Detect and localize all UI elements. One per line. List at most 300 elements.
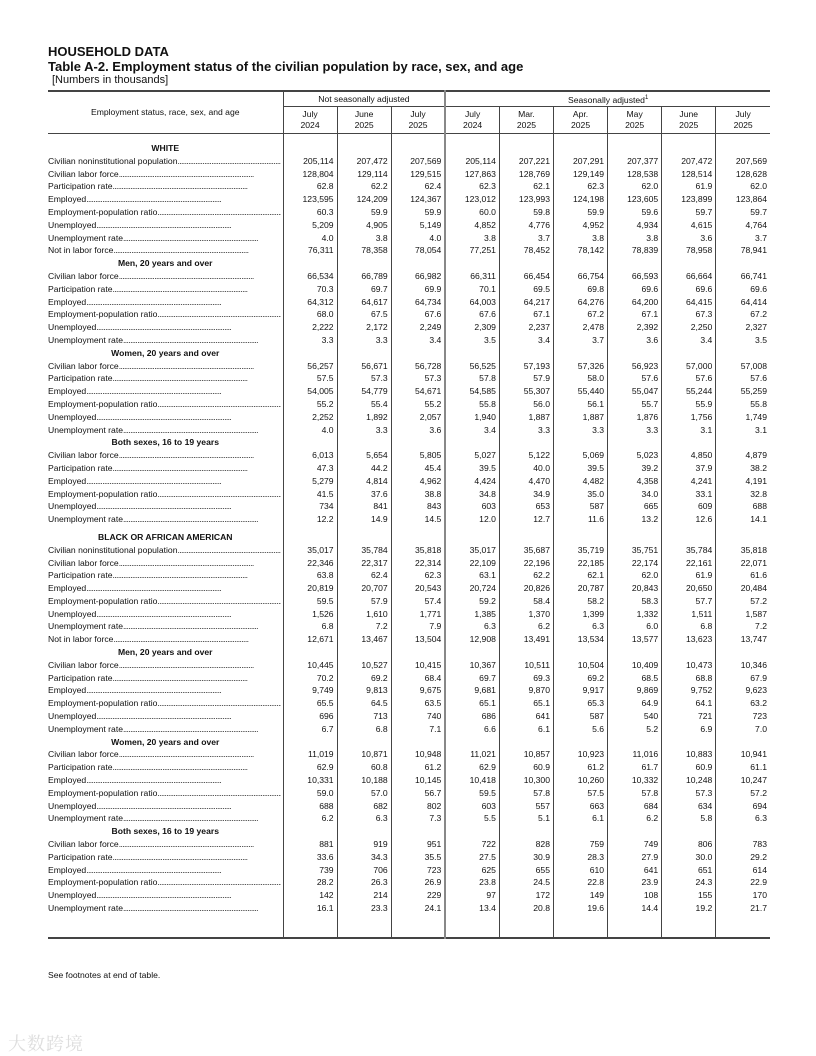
cell-value: 11,021 [445, 748, 499, 761]
cell-value: 63.8 [283, 569, 337, 582]
cell-value: 6.2 [499, 620, 553, 633]
row-label: Civilian labor force . . . [48, 360, 283, 373]
table-row [48, 889, 770, 902]
cell-value: 69.7 [445, 672, 499, 685]
cell-value: 2,172 [337, 321, 391, 334]
cell-value: 128,769 [499, 168, 553, 181]
cell-value: 35,784 [662, 544, 716, 557]
cell-value: 653 [499, 500, 553, 513]
cell-value: 4,358 [608, 475, 662, 488]
cell-value: 663 [554, 800, 608, 813]
cell-value: 57.8 [608, 787, 662, 800]
cell-value: 20,787 [554, 582, 608, 595]
row-label: Unemployment rate . . . [48, 620, 283, 633]
cell-value: 19.2 [662, 902, 716, 915]
cell-value: 129,149 [554, 168, 608, 181]
cell-value: 587 [554, 710, 608, 723]
cell-value: 2,222 [283, 321, 337, 334]
cell-value: 55.2 [283, 398, 337, 411]
cell-value: 54,585 [445, 385, 499, 398]
cell-value: 56.1 [554, 398, 608, 411]
units-note: [Numbers in thousands] [52, 74, 169, 86]
cell-value: 9,870 [499, 684, 553, 697]
column-header: July 2024 [283, 107, 337, 134]
cell-value: 64,734 [391, 296, 445, 309]
cell-value: 62.8 [283, 180, 337, 193]
cell-value: 123,595 [283, 193, 337, 206]
cell-value: 44.2 [337, 462, 391, 475]
cell-value: 57.4 [391, 595, 445, 608]
row-label: Employed . . . [48, 475, 283, 488]
cell-value: 723 [391, 864, 445, 877]
cell-value: 57.3 [337, 372, 391, 385]
cell-value: 4,764 [716, 219, 770, 232]
cell-value: 54,005 [283, 385, 337, 398]
table-row [48, 372, 770, 385]
row-label: Employed . . . [48, 774, 283, 787]
cell-value: 4.0 [391, 232, 445, 245]
cell-value: 64,415 [662, 296, 716, 309]
cell-value: 9,749 [283, 684, 337, 697]
cell-value: 57.6 [662, 372, 716, 385]
cell-value: 29.2 [716, 851, 770, 864]
cell-value: 684 [608, 800, 662, 813]
cell-value: 205,114 [283, 155, 337, 168]
cell-value: 67.3 [662, 308, 716, 321]
cell-value: 62.0 [608, 569, 662, 582]
cell-value: 4,905 [337, 219, 391, 232]
cell-value: 55,307 [499, 385, 553, 398]
cell-value: 20,650 [662, 582, 716, 595]
row-label: Participation rate . . . [48, 851, 283, 864]
table-row [48, 608, 770, 621]
cell-value: 10,331 [283, 774, 337, 787]
cell-value: 69.2 [337, 672, 391, 685]
row-label: Unemployment rate . . . [48, 723, 283, 736]
cell-value: 10,923 [554, 748, 608, 761]
cell-value: 57.6 [716, 372, 770, 385]
cell-value: 3.4 [391, 334, 445, 347]
cell-value: 62.9 [445, 761, 499, 774]
cell-value: 3.6 [662, 232, 716, 245]
cell-value: 62.3 [445, 180, 499, 193]
cell-value: 665 [608, 500, 662, 513]
cell-value: 78,941 [716, 244, 770, 257]
table-row [48, 582, 770, 595]
cell-value: 62.3 [391, 569, 445, 582]
cell-value: 9,675 [391, 684, 445, 697]
cell-value: 28.2 [283, 876, 337, 889]
cell-value: 172 [499, 889, 553, 902]
cell-value: 10,415 [391, 659, 445, 672]
cell-value: 62.1 [499, 180, 553, 193]
cell-value: 55,244 [662, 385, 716, 398]
cell-value: 5.1 [499, 812, 553, 825]
cell-value: 3.3 [337, 424, 391, 437]
cell-value: 66,789 [337, 270, 391, 283]
table-row [48, 513, 770, 526]
cell-value: 6.2 [283, 812, 337, 825]
cell-value: 57,326 [554, 360, 608, 373]
cell-value: 6.1 [499, 723, 553, 736]
cell-value: 7.2 [716, 620, 770, 633]
table-row [48, 774, 770, 787]
cell-value: 2,252 [283, 411, 337, 424]
cell-value: 123,605 [608, 193, 662, 206]
cell-value: 609 [662, 500, 716, 513]
cell-value: 58.2 [554, 595, 608, 608]
cell-value: 13.4 [445, 902, 499, 915]
cell-value: 9,813 [337, 684, 391, 697]
cell-value: 20,724 [445, 582, 499, 595]
cell-value: 47.3 [283, 462, 337, 475]
cell-value: 3.6 [391, 424, 445, 437]
cell-value: 10,409 [608, 659, 662, 672]
cell-value: 1,526 [283, 608, 337, 621]
cell-value: 20,819 [283, 582, 337, 595]
cell-value: 57.8 [499, 787, 553, 800]
table-row [48, 308, 770, 321]
cell-value: 23.9 [608, 876, 662, 889]
table-row [48, 633, 770, 646]
cell-value: 56,923 [608, 360, 662, 373]
cell-value: 12.2 [283, 513, 337, 526]
cell-value: 24.1 [391, 902, 445, 915]
cell-value: 721 [662, 710, 716, 723]
cell-value: 67.2 [716, 308, 770, 321]
row-label: Employed . . . [48, 385, 283, 398]
cell-value: 557 [499, 800, 553, 813]
cell-value: 39.2 [608, 462, 662, 475]
cell-value: 66,754 [554, 270, 608, 283]
table-row [48, 334, 770, 347]
cell-value: 10,260 [554, 774, 608, 787]
section-label: Women, 20 years and over [111, 736, 220, 747]
cell-value: 57,000 [662, 360, 716, 373]
cell-value: 1,587 [716, 608, 770, 621]
cell-value: 34.3 [337, 851, 391, 864]
cell-value: 20,484 [716, 582, 770, 595]
cell-value: 65.3 [554, 697, 608, 710]
table-row [48, 838, 770, 851]
watermark-logo: 大数跨境 [8, 1034, 84, 1054]
cell-value: 2,392 [608, 321, 662, 334]
cell-value: 540 [608, 710, 662, 723]
cell-value: 24.3 [662, 876, 716, 889]
cell-value: 9,917 [554, 684, 608, 697]
cell-value: 59.5 [283, 595, 337, 608]
cell-value: 35,719 [554, 544, 608, 557]
row-label: Participation rate . . . [48, 672, 283, 685]
cell-value: 2,250 [662, 321, 716, 334]
table-row [48, 672, 770, 685]
cell-value: 35,751 [608, 544, 662, 557]
cell-value: 7.3 [391, 812, 445, 825]
cell-value: 64,003 [445, 296, 499, 309]
table-row [48, 723, 770, 736]
cell-value: 783 [716, 838, 770, 851]
cell-value: 59.7 [716, 206, 770, 219]
cell-value: 10,418 [445, 774, 499, 787]
cell-value: 634 [662, 800, 716, 813]
table-row [48, 360, 770, 373]
cell-value: 6,013 [283, 449, 337, 462]
cell-value: 2,237 [499, 321, 553, 334]
cell-value: 58.4 [499, 595, 553, 608]
cell-value: 740 [391, 710, 445, 723]
row-label: Unemployment rate . . . [48, 232, 283, 245]
cell-value: 69.3 [499, 672, 553, 685]
cell-value: 37.6 [337, 488, 391, 501]
cell-value: 3.4 [445, 424, 499, 437]
cell-value: 3.3 [337, 334, 391, 347]
cell-value: 3.1 [662, 424, 716, 437]
cell-value: 124,198 [554, 193, 608, 206]
cell-value: 68.8 [662, 672, 716, 685]
cell-value: 10,247 [716, 774, 770, 787]
cell-value: 54,671 [391, 385, 445, 398]
cell-value: 57.3 [662, 787, 716, 800]
cell-value: 56.7 [391, 787, 445, 800]
table-row [48, 155, 770, 168]
cell-value: 6.9 [662, 723, 716, 736]
cell-value: 4,424 [445, 475, 499, 488]
cell-value: 9,752 [662, 684, 716, 697]
row-label: Employed . . . [48, 582, 283, 595]
cell-value: 63.5 [391, 697, 445, 710]
cell-value: 6.0 [608, 620, 662, 633]
cell-value: 60.3 [283, 206, 337, 219]
cell-value: 37.9 [662, 462, 716, 475]
cell-value: 66,741 [716, 270, 770, 283]
cell-value: 33.1 [662, 488, 716, 501]
cell-value: 66,311 [445, 270, 499, 283]
cell-value: 10,504 [554, 659, 608, 672]
cell-value: 1,892 [337, 411, 391, 424]
section-label: Men, 20 years and over [117, 258, 213, 269]
cell-value: 6.3 [445, 620, 499, 633]
cell-value: 56.0 [499, 398, 553, 411]
cell-value: 20,826 [499, 582, 553, 595]
cell-value: 56,257 [283, 360, 337, 373]
cell-value: 35,017 [445, 544, 499, 557]
cell-value: 69.8 [554, 283, 608, 296]
cell-value: 1,385 [445, 608, 499, 621]
row-label: Unemployment rate . . . [48, 902, 283, 915]
cell-value: 3.4 [662, 334, 716, 347]
cell-value: 2,249 [391, 321, 445, 334]
cell-value: 12,908 [445, 633, 499, 646]
cell-value: 10,346 [716, 659, 770, 672]
cell-value: 142 [283, 889, 337, 902]
cell-value: 55,047 [608, 385, 662, 398]
cell-value: 806 [662, 838, 716, 851]
cell-value: 57.5 [554, 787, 608, 800]
cell-value: 67.2 [554, 308, 608, 321]
cell-value: 128,538 [608, 168, 662, 181]
row-label: Employed . . . [48, 684, 283, 697]
section-label: Both sexes, 16 to 19 years [111, 437, 219, 448]
cell-value: 67.5 [337, 308, 391, 321]
cell-value: 61.1 [716, 761, 770, 774]
cell-value: 33.6 [283, 851, 337, 864]
cell-value: 23.3 [337, 902, 391, 915]
cell-value: 69.6 [716, 283, 770, 296]
row-label: Unemployed . . . [48, 710, 283, 723]
cell-value: 802 [391, 800, 445, 813]
section-label: Both sexes, 16 to 19 years [111, 826, 219, 837]
cell-value: 4,879 [716, 449, 770, 462]
cell-value: 207,569 [391, 155, 445, 168]
cell-value: 56,728 [391, 360, 445, 373]
cell-value: 57.6 [608, 372, 662, 385]
cell-value: 69.5 [499, 283, 553, 296]
cell-value: 6.2 [608, 812, 662, 825]
cell-value: 10,857 [499, 748, 553, 761]
cell-value: 4.0 [283, 232, 337, 245]
cell-value: 55.9 [662, 398, 716, 411]
cell-value: 35,818 [716, 544, 770, 557]
row-label: Employment-population ratio . . . [48, 398, 283, 411]
cell-value: 67.6 [445, 308, 499, 321]
cell-value: 694 [716, 800, 770, 813]
cell-value: 35,818 [391, 544, 445, 557]
cell-value: 64.5 [337, 697, 391, 710]
table-row [48, 270, 770, 283]
cell-value: 12,671 [283, 633, 337, 646]
cell-value: 881 [283, 838, 337, 851]
cell-value: 207,472 [337, 155, 391, 168]
row-label: Participation rate . . . [48, 569, 283, 582]
cell-value: 603 [445, 500, 499, 513]
cell-value: 10,300 [499, 774, 553, 787]
cell-value: 641 [608, 864, 662, 877]
cell-value: 68.5 [608, 672, 662, 685]
cell-value: 951 [391, 838, 445, 851]
cell-value: 7.9 [391, 620, 445, 633]
cell-value: 13,747 [716, 633, 770, 646]
cell-value: 66,534 [283, 270, 337, 283]
row-label: Unemployed . . . [48, 608, 283, 621]
table-row [48, 500, 770, 513]
row-label: Participation rate . . . [48, 761, 283, 774]
cell-value: 13,577 [608, 633, 662, 646]
cell-value: 614 [716, 864, 770, 877]
cell-value: 14.1 [716, 513, 770, 526]
cell-value: 35.5 [391, 851, 445, 864]
cell-value: 7.0 [716, 723, 770, 736]
cell-value: 625 [445, 864, 499, 877]
cell-value: 10,871 [337, 748, 391, 761]
cell-value: 57.9 [337, 595, 391, 608]
cell-value: 20,843 [608, 582, 662, 595]
cell-value: 61.9 [662, 569, 716, 582]
cell-value: 5,149 [391, 219, 445, 232]
cell-value: 69.9 [391, 283, 445, 296]
cell-value: 10,445 [283, 659, 337, 672]
cell-value: 739 [283, 864, 337, 877]
row-label: Unemployment rate . . . [48, 812, 283, 825]
cell-value: 78,452 [499, 244, 553, 257]
column-header: July 2025 [391, 107, 445, 134]
cell-value: 34.0 [608, 488, 662, 501]
row-label: Participation rate . . . [48, 283, 283, 296]
cell-value: 229 [391, 889, 445, 902]
cell-value: 57.2 [716, 787, 770, 800]
cell-value: 69.6 [662, 283, 716, 296]
cell-value: 4,952 [554, 219, 608, 232]
cell-value: 55.7 [608, 398, 662, 411]
cell-value: 124,209 [337, 193, 391, 206]
table-row [48, 462, 770, 475]
cell-value: 67.1 [608, 308, 662, 321]
table-row [48, 748, 770, 761]
row-label: Employment-population ratio . . . [48, 787, 283, 800]
cell-value: 10,367 [445, 659, 499, 672]
cell-value: 65.1 [499, 697, 553, 710]
cell-value: 16.1 [283, 902, 337, 915]
cell-value: 9,623 [716, 684, 770, 697]
cell-value: 61.2 [391, 761, 445, 774]
cell-value: 127,863 [445, 168, 499, 181]
cell-value: 62.0 [608, 180, 662, 193]
cell-value: 7.1 [391, 723, 445, 736]
row-label: Employment-population ratio . . . [48, 308, 283, 321]
cell-value: 76,311 [283, 244, 337, 257]
row-label: Participation rate . . . [48, 462, 283, 475]
section-title: HOUSEHOLD DATA [48, 44, 169, 59]
cell-value: 734 [283, 500, 337, 513]
cell-value: 66,664 [662, 270, 716, 283]
row-label: Employment-population ratio . . . [48, 595, 283, 608]
row-label: Employment-population ratio . . . [48, 876, 283, 889]
cell-value: 57,008 [716, 360, 770, 373]
cell-value: 10,883 [662, 748, 716, 761]
cell-value: 61.7 [608, 761, 662, 774]
cell-value: 1,887 [499, 411, 553, 424]
table-row [48, 800, 770, 813]
row-label: Civilian labor force . . . [48, 659, 283, 672]
cell-value: 207,472 [662, 155, 716, 168]
cell-value: 60.8 [337, 761, 391, 774]
cell-value: 5,027 [445, 449, 499, 462]
cell-value: 5,209 [283, 219, 337, 232]
row-label: Employment-population ratio . . . [48, 206, 283, 219]
cell-value: 64,617 [337, 296, 391, 309]
cell-value: 61.2 [554, 761, 608, 774]
cell-value: 55.8 [445, 398, 499, 411]
cell-value: 828 [499, 838, 553, 851]
cell-value: 59.7 [662, 206, 716, 219]
cell-value: 919 [337, 838, 391, 851]
cell-value: 57.9 [499, 372, 553, 385]
table-row [48, 296, 770, 309]
cell-value: 11,019 [283, 748, 337, 761]
cell-value: 4,934 [608, 219, 662, 232]
cell-value: 6.8 [283, 620, 337, 633]
cell-value: 3.5 [445, 334, 499, 347]
cell-value: 67.1 [499, 308, 553, 321]
cell-value: 61.6 [716, 569, 770, 582]
cell-value: 59.9 [391, 206, 445, 219]
cell-value: 587 [554, 500, 608, 513]
cell-value: 55,440 [554, 385, 608, 398]
cell-value: 10,145 [391, 774, 445, 787]
cell-value: 6.3 [337, 812, 391, 825]
cell-value: 4,470 [499, 475, 553, 488]
cell-value: 24.5 [499, 876, 553, 889]
cell-value: 207,291 [554, 155, 608, 168]
